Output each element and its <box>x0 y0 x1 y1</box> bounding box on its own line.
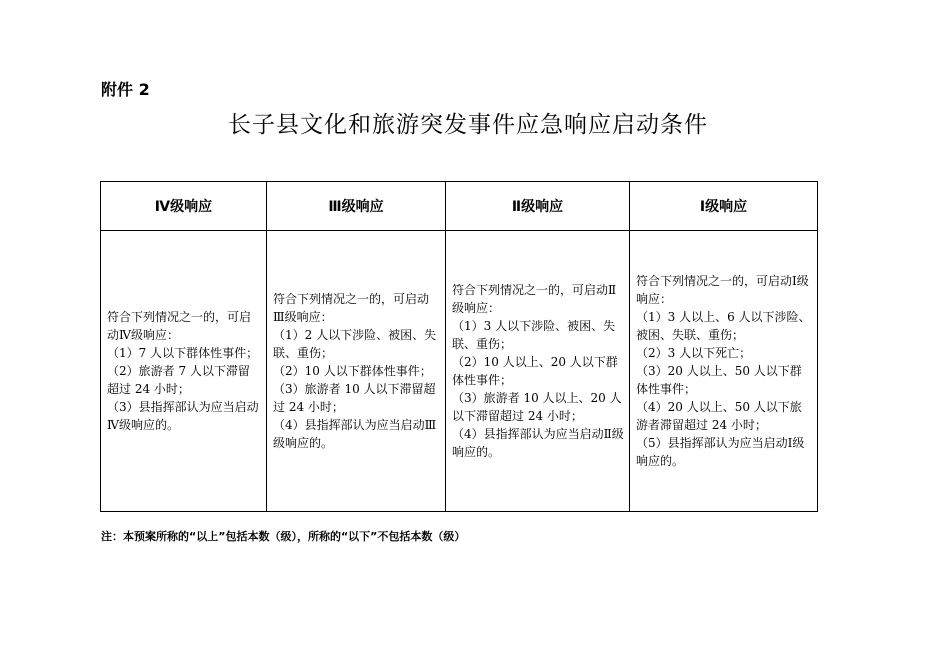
condition-line: 符合下列情况之一的，可启动Ⅱ级响应： <box>452 283 617 315</box>
condition-line: （2）旅游者 7 人以下滞留超过 24 小时； <box>107 364 250 396</box>
header-level-3: Ⅲ级响应 <box>267 182 446 231</box>
condition-line: （3）旅游者 10 人以上、20 人以下滞留超过 24 小时； <box>452 391 622 423</box>
condition-line: （4）县指挥部认为应当启动Ⅱ级响应的。 <box>452 427 624 459</box>
condition-line: （5）县指挥部认为应当启动Ⅰ级响应的。 <box>636 436 805 468</box>
condition-line: （2）3 人以下死亡； <box>636 346 752 360</box>
document-title: 长子县文化和旅游突发事件应急响应启动条件 <box>228 112 708 138</box>
condition-line: 符合下列情况之一的，可启动Ⅲ级响应： <box>273 292 430 324</box>
table-header-row <box>101 182 818 231</box>
cell-text-level-2 <box>446 281 629 461</box>
header-level-2: Ⅱ级响应 <box>446 182 630 231</box>
cell-text-level-1 <box>630 272 817 470</box>
response-conditions-table <box>100 181 818 512</box>
condition-line: （2）10 人以下群体性事件； <box>273 364 432 378</box>
condition-line: （3）旅游者 10 人以下滞留超过 24 小时； <box>273 382 436 414</box>
footnote: 注：本预案所称的“以上”包括本数（级），所称的“以下”不包括本数（级） <box>101 530 466 543</box>
cell-text-level-3 <box>267 290 445 452</box>
condition-line: （2）10 人以上、20 人以下群体性事件； <box>452 355 618 387</box>
condition-line: （1）3 人以下涉险、被困、失联、重伤； <box>452 319 616 351</box>
condition-line: 符合下列情况之一的，可启动Ⅰ级响应： <box>636 274 809 306</box>
condition-line: （1）3 人以上、6 人以下涉险、被困、失联、重伤； <box>636 310 811 342</box>
cell-level-2 <box>446 231 630 512</box>
attachment-label: 附件 2 <box>101 80 150 99</box>
table-row <box>101 231 818 512</box>
cell-level-4 <box>101 231 267 512</box>
condition-line: （3）县指挥部认为应当启动Ⅳ级响应的。 <box>107 400 259 432</box>
header-level-1: Ⅰ级响应 <box>630 182 818 231</box>
condition-line: （3）20 人以上、50 人以下群体性事件； <box>636 364 802 396</box>
cell-text-level-4 <box>101 308 266 434</box>
condition-line: （1）2 人以下涉险、被困、失联、重伤； <box>273 328 437 360</box>
condition-line: （1）7 人以下群体性事件； <box>107 346 259 360</box>
cell-level-1 <box>630 231 818 512</box>
condition-line: 符合下列情况之一的，可启动Ⅳ级响应： <box>107 310 252 342</box>
header-level-4: Ⅳ级响应 <box>101 182 267 231</box>
condition-line: （4）县指挥部认为应当启动Ⅲ级响应的。 <box>273 418 437 450</box>
cell-level-3 <box>267 231 446 512</box>
condition-line: （4）20 人以上、50 人以下旅游者滞留超过 24 小时； <box>636 400 802 432</box>
